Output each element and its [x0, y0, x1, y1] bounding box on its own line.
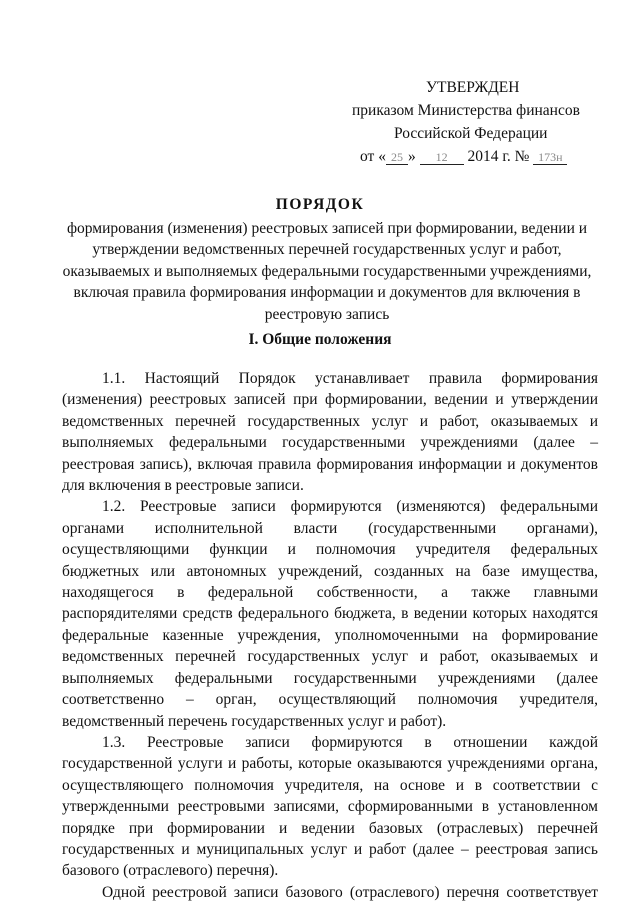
order-number-field: 173н: [533, 150, 567, 165]
document-body: [62, 368, 598, 903]
date-day-field: 25: [386, 150, 408, 165]
document-subtitle: формирования (изменения) реестровых записей при формировании, ведении и утверждении ведомственных перечней государственных услуг и работ, оказываемых и выполняемых федеральными государственными учреждениями, включая правила формирования информации и документов для включения в реестровую запись: [62, 220, 592, 323]
paragraph-1-2: 1.2. Реестровые записи формируются (изменяются) федеральными органами исполнительной власти (государственными органами), осуществляющими функции и полномочия учредителя федеральных бюджетных или автономных учреждений, созданных на базе имущества, находящегося в федеральной собственности, а также главными распорядителями средств федерального бюджета, в ведении которых находятся федеральные казенные учреждения, уполномоченными на формирование ведомственных перечней государственных услуг и работ, оказываемых и выполняемых федеральными государственными учреждениями (далее соответственно – орган, осуществляющий полномочия учредителя, ведомственный перечень государственных услуг и работ).: [62, 498, 598, 730]
approval-federation-line: Российской Федерации: [394, 125, 548, 142]
date-prefix: от «: [360, 148, 386, 165]
approval-date-line: [340, 145, 620, 168]
paragraph-1-3: 1.3. Реестровые записи формируются в отношении каждой государственной услуги и работы, которые оказываются учреждениями органа, осуществляющего полномочия учредителя, на основе и в соответствии с утвержденными реестровыми записями, сформированными в установленном порядке при формировании и ведении базовых (отраслевых) перечней государственных и муниципальных услуг и работ (далее – реестровая запись базового (отраслевого) перечня).: [62, 733, 598, 880]
paragraph-continuation: Одной реестровой записи базового (отраслевого) перечня соответствует: [102, 883, 598, 901]
approval-stamp: [340, 76, 620, 168]
date-mid: »: [407, 148, 420, 165]
date-month-field: 12: [420, 150, 464, 165]
paragraph-1-1: 1.1. Настоящий Порядок устанавливает правила формирования (изменения) реестровых записей при формировании, ведении и утверждении ведомственных перечней государственных услуг и работ, оказываемых и выполняемых федеральными государственными учреждениями (далее – реестровая запись), включая правила формирования информации и документов для включения в реестровые записи.: [62, 370, 598, 495]
document-title: ПОРЯДОК: [275, 196, 365, 213]
approval-heading: УТВЕРЖДЕН: [426, 79, 520, 96]
section-heading: I. Общие положения: [248, 331, 392, 348]
approval-order-line: приказом Министерства финансов: [352, 102, 580, 119]
date-year: 2014 г. №: [463, 148, 534, 165]
